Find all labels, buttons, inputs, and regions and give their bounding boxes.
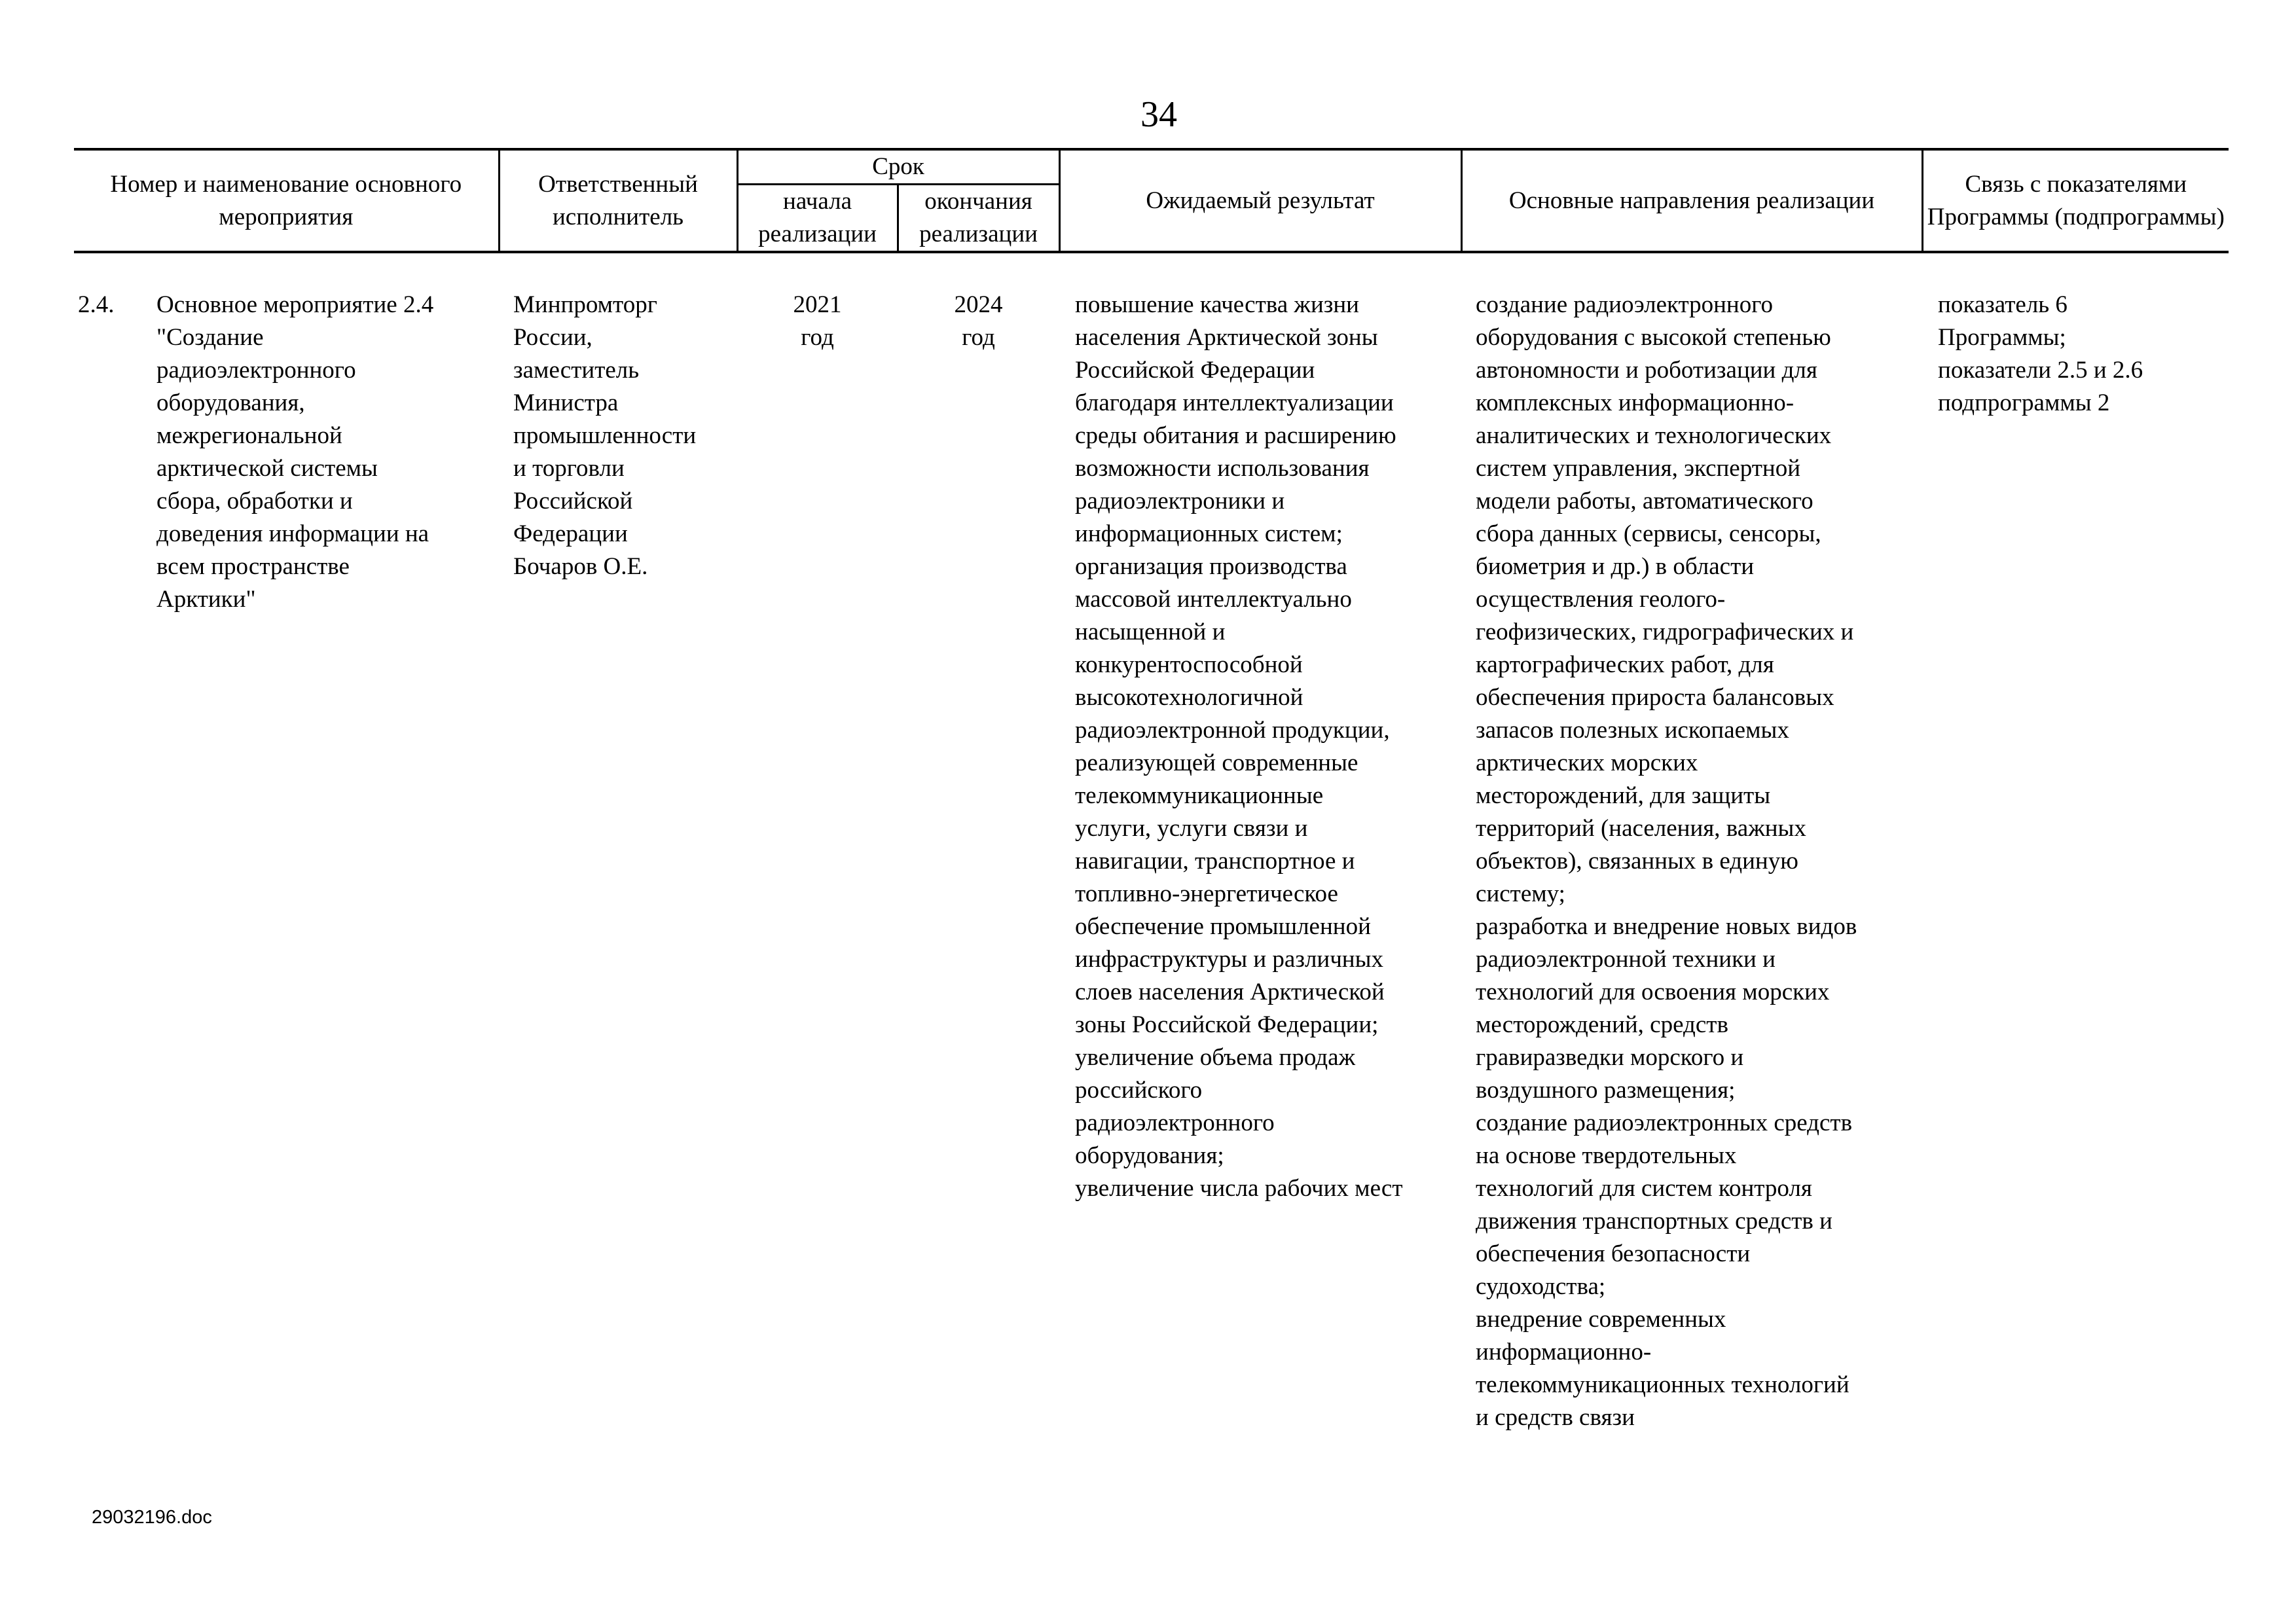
header-spacer	[74, 252, 2229, 289]
table-row	[74, 289, 2229, 1434]
row-end-year: 2024 год	[954, 291, 1003, 351]
activity-table	[74, 148, 2229, 1434]
header-directions: Основные направления реализации	[1461, 149, 1922, 252]
header-start: начала реализации	[737, 185, 898, 253]
row-expected-result: повышение качества жизни населения Арктической зоны Российской Федерации благодаря интеллектуализации среды обитания и расширению возможности использования радиоэлектроники и информационных систем; организация производства массовой интеллектуально насыщенной и конкурентоспособной высокотехнологичной радиоэлектронной продукции, реализующей современные телекоммуникационные услуги, услуги связи и навигации, транспортное и топливно-энергетическое обеспечение промышленной инфраструктуры и различных слоев населения Арктической зоны Российской Федерации; увеличение объема продаж российского радиоэлектронного оборудования; увеличение числа рабочих мест	[1075, 291, 1403, 1202]
header-name: Номер и наименование основного мероприятия	[74, 149, 499, 252]
row-start-year: 2021 год	[793, 291, 842, 351]
row-number: 2.4.	[78, 291, 115, 318]
row-executor: Минпромторг России, заместитель Министра промышленности и торговли Российской Федерации Бочаров О.Е.	[513, 291, 697, 580]
header-executor: Ответственный исполнитель	[499, 149, 737, 252]
row-name: Основное мероприятие 2.4 "Создание радиоэлектронного оборудования, межрегиональной арктической системы сбора, обработки и доведения информации на всем пространстве Арктики"	[156, 291, 434, 613]
footer-document-id: 29032196.doc	[92, 1507, 212, 1528]
page-number: 34	[1140, 94, 1177, 135]
row-directions: создание радиоэлектронного оборудования с высокой степенью автономности и роботизации для комплексных информационно- аналитических и технологических систем управления, экспертной модели работы, автоматического сбора данных (сервисы, сенсоры, биометрия и др.) в области осуществления геолого- геофизических, гидрографических и картографических работ, для обеспечения прироста балансовых запасов полезных ископаемых арктических морских месторождений, для защиты территорий (населения, важных объектов), связанных в единую систему; разработка и внедрение новых видов радиоэлектронной техники и технологий для освоения морских месторождений, средств гравиразведки морского и воздушного размещения; создание радиоэлектронных средств на основе твердотельных технологий для систем контроля движения транспортных средств и обеспечения безопасности судоходства; внедрение современных информационно- телекоммуникационных технологий и средств связи	[1476, 291, 1857, 1431]
header-end: окончания реализации	[898, 185, 1059, 253]
header-result: Ожидаемый результат	[1059, 149, 1461, 252]
header-link: Связь с показателями Программы (подпрограммы)	[1922, 149, 2229, 252]
row-indicators-link: показатель 6 Программы; показатели 2.5 и 2.6 подпрограммы 2	[1938, 291, 2143, 416]
header-term: Срок	[737, 149, 1059, 185]
table-header-row	[74, 149, 2229, 185]
